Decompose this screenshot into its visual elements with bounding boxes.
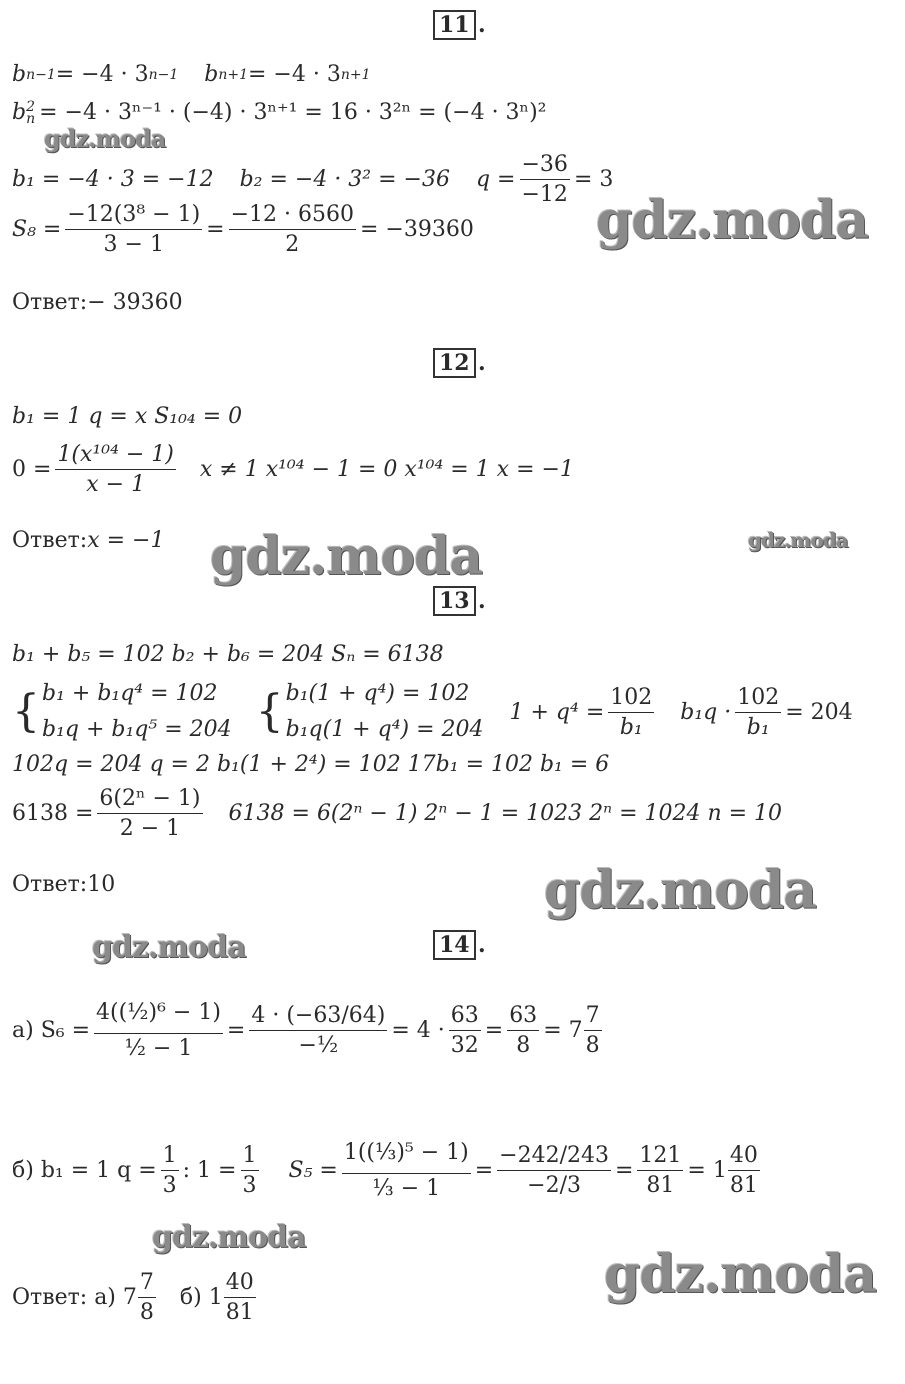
p11-line-2: b 2 n = −4 · 3ⁿ⁻¹ · (−4) · 3ⁿ⁺¹ = 16 · 3²ⁿ = (−4 · 3ⁿ)²: [12, 98, 547, 127]
p11-answer: Ответ: − 39360: [12, 290, 183, 315]
problem-11-number: 11: [433, 10, 476, 40]
problem-12-dot: .: [478, 350, 486, 376]
p11-line-4: S₈ = $\frac{\text{−12(3⁸ − 1)}}{3 - 1}$ = $\frac{-12 \cdot 6560}{2}$ = −39360: [12, 202, 474, 257]
problem-14-number: 14: [433, 930, 476, 960]
p13-answer: Ответ: 10: [12, 872, 116, 897]
p14-part-b: б) b₁ = 1 q = $\frac{1}{3}$ : 1 = $\frac{1}{3}$ S₅ = $\frac{\text{1((⅓)⁵ − 1)}}{\text{⅓ − 1}}$ = $\frac{-242/243}{-2/3}$ = $\frac{121}{81}$ = 1 $\frac{40}{81}$: [12, 1140, 758, 1201]
p13-line-4: 6138 = $\frac{\text{6(2ⁿ − 1)}}{2 - 1}$ 6138 = 6(2ⁿ − 1) 2ⁿ − 1 = 1023 2ⁿ = 1024 n = 10: [12, 786, 783, 841]
p13-line-1: b₁ + b₅ = 102 b₂ + b₆ = 204 Sₙ = 6138: [12, 642, 444, 667]
p14-answer: Ответ: а) 7 $\frac{7}{8}$ б) 1 $\frac{40}{81}$: [12, 1270, 254, 1325]
problem-13-number: 13: [433, 586, 476, 616]
problem-14-dot: .: [478, 932, 486, 958]
watermark-logo: gdz.moda: [748, 528, 848, 552]
p12-line-1: b₁ = 1 q = x S₁₀₄ = 0: [12, 404, 243, 429]
watermark-logo: gdz.moda: [152, 1220, 306, 1255]
watermark-logo: gdz.moda: [44, 124, 166, 153]
p12-answer: Ответ: x = −1: [12, 528, 165, 553]
watermark-logo: gdz.moda: [596, 190, 869, 251]
p11-line-1: b n−1 = −4 · 3 n−1 b n+1 = −4 · 3 n+1: [12, 62, 371, 87]
p11-line-3: b₁ = −4 · 3 = −12 b₂ = −4 · 3² = −36 q = $\frac{-36}{-12}$ = 3: [12, 152, 614, 207]
p14-part-a: а) S₆ = $\frac{\text{4((½)⁶ − 1)}}{\text{½ − 1}}$ = $\frac{4 \cdot (-63/64)}{\text{−½}}$ = 4 · $\frac{63}{32}$ = $\frac{63}{8}$ = 7 $\frac{7}{8}$: [12, 1000, 600, 1061]
p12-line-2: 0 = $\frac{\text{1(x¹⁰⁴ − 1)}}{x - 1}$ x ≠ 1 x¹⁰⁴ − 1 = 0 x¹⁰⁴ = 1 x = −1: [12, 442, 574, 497]
problem-11-dot: .: [478, 12, 486, 38]
problem-12-number: 12: [433, 348, 476, 378]
p13-system-line: { b₁ + b₁q⁴ = 102 b₁q + b₁q⁵ = 204 { b₁(1 + q⁴) = 102 b₁q(1 + q⁴) = 204 1 + q⁴ = $\frac{102}{\text{b₁}}$ b₁q · $\frac{102}{\text{b₁}}$ = 204: [12, 681, 853, 742]
p13-line-3: 102q = 204 q = 2 b₁(1 + 2⁴) = 102 17b₁ = 102 b₁ = 6: [12, 752, 610, 777]
watermark-logo: gdz.moda: [92, 930, 246, 965]
watermark-logo: gdz.moda: [210, 526, 483, 587]
watermark-logo: gdz.moda: [544, 860, 817, 921]
watermark-logo: gdz.moda: [604, 1244, 877, 1305]
problem-13-dot: .: [478, 588, 486, 614]
